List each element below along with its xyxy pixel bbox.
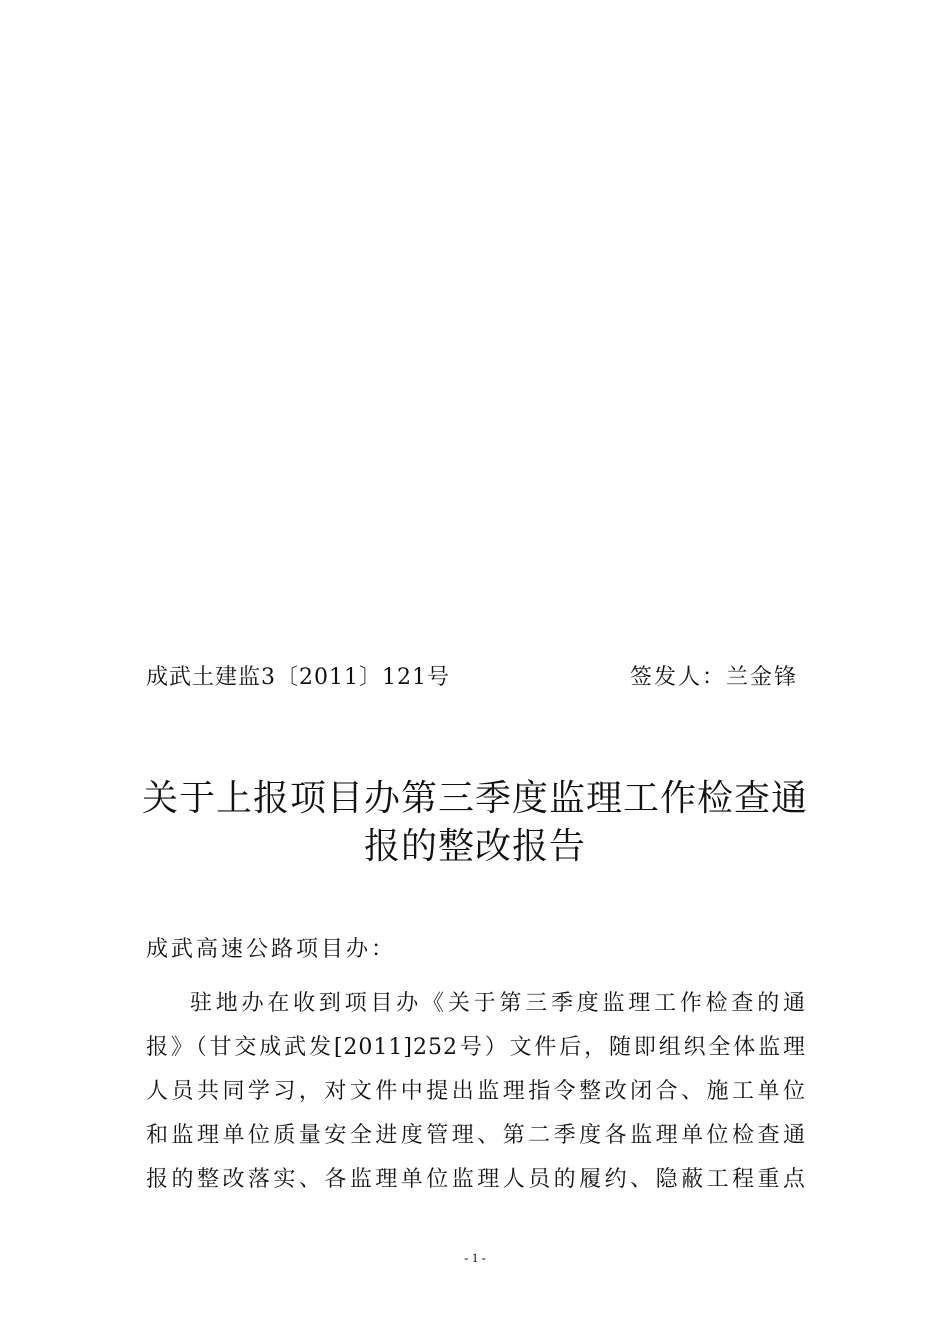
signer-line: 签发人：兰金锋 [630,665,799,690]
document-number: 成武土建监3〔2011〕121号 [146,665,450,690]
body-paragraph-line: 报的整改落实、各监理单位监理人员的履约、隐蔽工程重点 [146,1167,806,1192]
body-paragraph-line: 人员共同学习，对文件中提出监理指令整改闭合、施工单位 [146,1079,806,1104]
body-paragraph-line: 报》（甘交成武发[2011]252号）文件后，随即组织全体监理 [146,1035,806,1060]
body-paragraph-line: 和监理单位质量安全进度管理、第二季度各监理单位检查通 [146,1123,806,1148]
document-title-line-2: 报的整改报告 [363,826,586,867]
page-number: - 1 - [464,1250,486,1265]
salutation: 成武高速公路项目办： [146,937,397,962]
body-paragraph-line: 驻地办在收到项目办《关于第三季度监理工作检查的通 [190,991,806,1016]
document-title-line-1: 关于上报项目办第三季度监理工作检查通 [141,778,808,819]
